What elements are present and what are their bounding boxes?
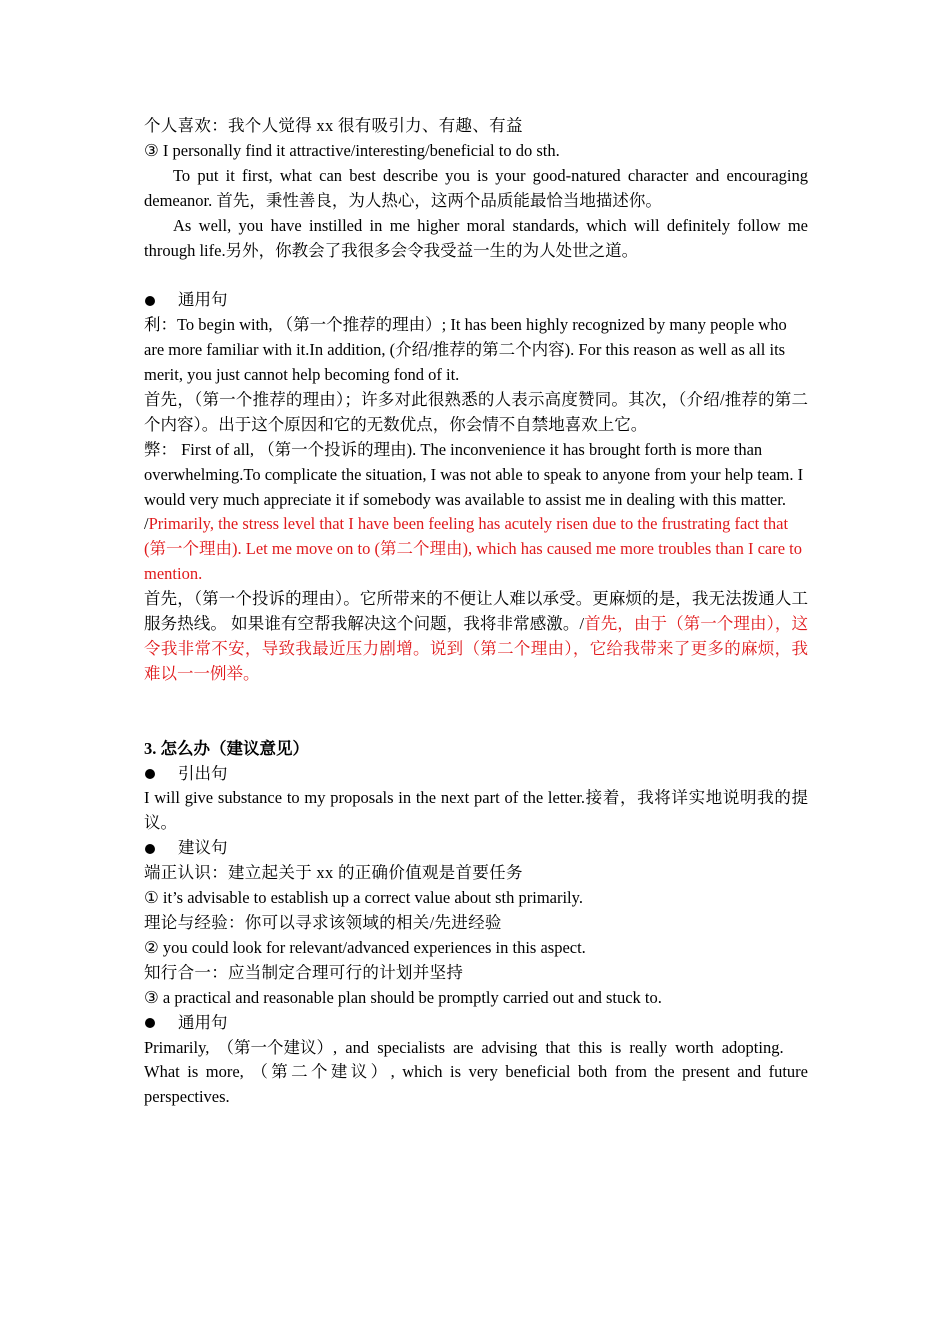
bullet-icon: [145, 844, 155, 854]
spacer: [144, 263, 808, 288]
advice-3-chinese: 知行合一：应当制定合理可行的计划并坚持: [144, 962, 464, 982]
con-english-text: 弊： First of all, （第一个投诉的理由). The inconvenience it has brought forth is more than overwhelming.To complicate the situation, I was not able to speak to anyone from your help team. I would very much appreciate it if somebody was available to assist me in dealing with this matter. /: [144, 439, 804, 534]
likes-paragraph-2: As well, you have instilled in me higher moral standards, which will definitely follow me through life.另外，你教会了我很多会令我受益一生的为人处世之道。: [144, 215, 808, 260]
document-page: [144, 114, 808, 1110]
pro-english: 利：To begin with, （第一个推荐的理由）; It has been highly recognized by many people who are more familiar with it.In addition, (介绍/推荐的第二个内容). For this reason as well as all its merit, you just cannot help becoming fond of it.: [144, 315, 787, 385]
advice-2-chinese: 理论与经验：你可以寻求该领域的相关/先进经验: [144, 912, 502, 932]
pro-chinese: 首先，（第一个推荐的理由）；许多对此很熟悉的人表示高度赞同。其次，（介绍/推荐的第二个内容）。出于这个原因和它的无数优点，你会情不自禁地喜欢上它。: [144, 389, 808, 434]
advice-3-english: ③ a practical and reasonable plan should be promptly carried out and stuck to.: [144, 987, 662, 1007]
general-sentence-1: Primarily, （第一个建议）, and specialists are advising that this is really worth adopting.: [144, 1037, 784, 1057]
advice-1-chinese: 端正认识：建立起关于 xx 的正确价值观是首要任务: [144, 863, 523, 883]
general-bullet: [144, 288, 808, 313]
con-chinese-alt: 首先，由于（第一个理由），这令我非常不安，导致我最近压力剧增。说到（第二个理由），它给我带来了更多的麻烦，我难以一一例举。: [144, 614, 809, 683]
advice-heading: 建议句: [178, 838, 228, 858]
general-bullet-2: [144, 1011, 808, 1036]
con-english: [144, 438, 808, 587]
advice-1-english: ① it’s advisable to establish up a correct value about sth primarily.: [144, 888, 583, 908]
con-english-alt: Primarily, the stress level that I have been feeling has acutely risen due to the frustrating fact that (第一个理由). Let me move on to (第二个理由), which has caused me more troubles than I care to mention.: [144, 514, 802, 584]
advice-2-english: ② you could look for relevant/advanced experiences in this aspect.: [144, 937, 586, 957]
bullet-icon: [145, 769, 155, 779]
general-heading-2: 通用句: [178, 1012, 228, 1032]
intro-heading: 引出句: [178, 763, 228, 783]
likes-example: ③ I personally find it attractive/interesting/beneficial to do sth.: [144, 140, 560, 160]
bullet-icon: [145, 296, 155, 306]
general-heading: 通用句: [178, 290, 228, 310]
con-chinese-text: 首先，（第一个投诉的理由）。它所带来的不便让人难以承受。更麻烦的是，我无法拨通人工服务热线。 如果谁有空帮我解决这个问题，我将非常感激。/: [144, 589, 808, 634]
spacer: [144, 687, 808, 737]
bullet-icon: [145, 1018, 155, 1028]
advice-bullet: [144, 836, 808, 861]
likes-paragraph-1: To put it first, what can best describe you is your good-natured character and encouraging demeanor. 首先，秉性善良，为人热心，这两个品质能最恰当地描述你。: [144, 165, 808, 210]
general-sentence-2: What is more, （第二个建议）, which is very beneficial both from the present and future perspectives.: [144, 1062, 808, 1107]
section3-title: 3. 怎么办（建议意见）: [144, 738, 309, 758]
intro-bullet: [144, 762, 808, 787]
likes-heading: 个人喜欢：我个人觉得 xx 很有吸引力、有趣、有益: [144, 116, 523, 135]
con-chinese: [144, 587, 808, 687]
intro-text: I will give substance to my proposals in the next part of the letter.接着，我将详实地说明我的提议。: [144, 788, 808, 833]
